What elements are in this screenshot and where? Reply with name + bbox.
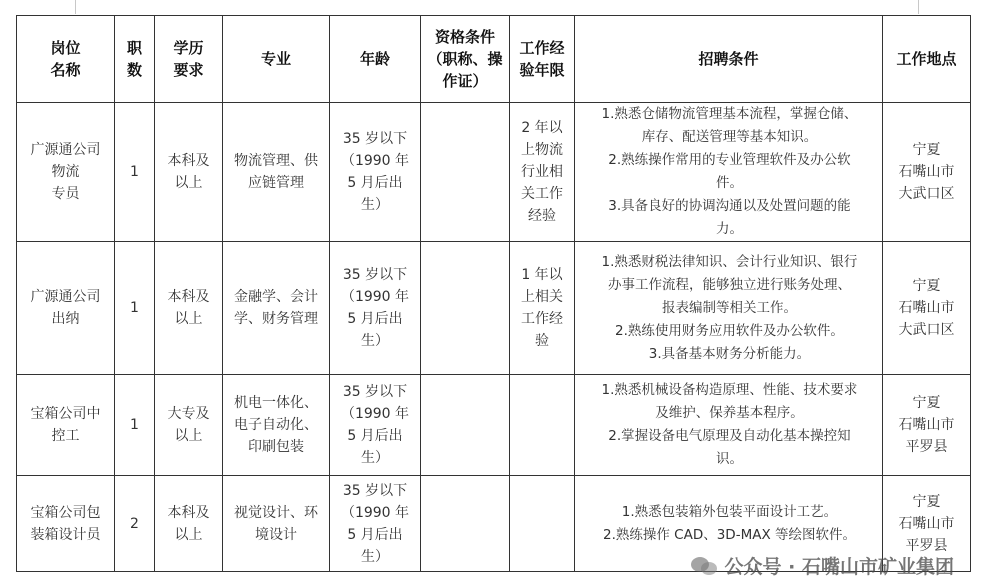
watermark bbox=[691, 552, 954, 579]
header-location: 工作地点 bbox=[883, 16, 971, 103]
table-row bbox=[17, 242, 971, 375]
header-qualification: 资格条件 （职称、操 作证） bbox=[421, 16, 510, 103]
cell-experience bbox=[510, 476, 575, 572]
cell-age: 35 岁以下 （1990 年 5 月后出 生） bbox=[330, 476, 421, 572]
page-corner-mark-left bbox=[75, 0, 76, 14]
cell-position: 宝箱公司中 控工 bbox=[17, 375, 115, 476]
cell-position: 广源通公司 出纳 bbox=[17, 242, 115, 375]
requirement-line: 库存、配送管理等基本知识。 bbox=[641, 129, 818, 145]
cell-location: 宁夏 石嘴山市 大武口区 bbox=[883, 103, 971, 242]
page-corner-mark-right bbox=[918, 0, 919, 14]
requirements-list bbox=[575, 103, 882, 241]
header-row bbox=[17, 16, 971, 103]
requirements-list bbox=[575, 379, 882, 471]
requirement-line: 2.熟练使用财务应用软件及办公软件。 bbox=[615, 322, 844, 339]
cell-experience: 2 年以 上物流 行业相 关工作 经验 bbox=[510, 103, 575, 242]
cell-position: 宝箱公司包 装箱设计员 bbox=[17, 476, 115, 572]
cell-education: 本科及 以上 bbox=[155, 103, 223, 242]
requirement-line: 3.具备基本财务分析能力。 bbox=[648, 345, 811, 362]
cell-qualification bbox=[421, 375, 510, 476]
requirement-line: 1.熟悉财税法律知识、会计行业知识、银行 bbox=[601, 253, 858, 270]
requirement-line: 力。 bbox=[716, 221, 743, 237]
cell-location: 宁夏 石嘴山市 大武口区 bbox=[883, 242, 971, 375]
requirement-line: 2.熟练操作常用的专业管理软件及办公软 bbox=[608, 152, 851, 168]
cell-location: 宁夏 石嘴山市 平罗县 bbox=[883, 375, 971, 476]
table-row bbox=[17, 103, 971, 242]
cell-experience bbox=[510, 375, 575, 476]
cell-education: 大专及 以上 bbox=[155, 375, 223, 476]
requirements-list bbox=[575, 251, 882, 366]
cell-qualification bbox=[421, 476, 510, 572]
cell-education: 本科及 以上 bbox=[155, 476, 223, 572]
cell-major: 金融学、会计 学、财务管理 bbox=[223, 242, 330, 375]
requirement-line: 2.熟练操作 CAD、3D-MAX 等绘图软件。 bbox=[602, 526, 856, 543]
requirement-line: 1.熟悉仓储物流管理基本流程，掌握仓储、 bbox=[601, 106, 858, 122]
cell-age: 35 岁以下 （1990 年 5 月后出 生） bbox=[330, 103, 421, 242]
wechat-icon bbox=[691, 555, 719, 577]
cell-major: 物流管理、供 应链管理 bbox=[223, 103, 330, 242]
requirement-line: 件。 bbox=[716, 175, 743, 191]
cell-count: 1 bbox=[115, 375, 155, 476]
header-requirements: 招聘条件 bbox=[575, 16, 883, 103]
header-position: 岗位 名称 bbox=[17, 16, 115, 103]
header-education: 学历 要求 bbox=[155, 16, 223, 103]
cell-position: 广源通公司 物流 专员 bbox=[17, 103, 115, 242]
cell-count: 1 bbox=[115, 242, 155, 375]
cell-requirements bbox=[575, 242, 883, 375]
cell-age: 35 岁以下 （1990 年 5 月后出 生） bbox=[330, 242, 421, 375]
requirement-line: 识。 bbox=[716, 451, 743, 467]
requirement-line: 及维护、保养基本程序。 bbox=[655, 405, 804, 421]
cell-requirements bbox=[575, 375, 883, 476]
header-major: 专业 bbox=[223, 16, 330, 103]
cell-count: 1 bbox=[115, 103, 155, 242]
requirements-list bbox=[575, 501, 882, 547]
requirement-line: 报表编制等相关工作。 bbox=[662, 299, 797, 316]
cell-age: 35 岁以下 （1990 年 5 月后出 生） bbox=[330, 375, 421, 476]
recruitment-table bbox=[16, 15, 971, 572]
cell-education: 本科及 以上 bbox=[155, 242, 223, 375]
cell-location: 宁夏 石嘴山市 平罗县 bbox=[883, 476, 971, 572]
table-row bbox=[17, 375, 971, 476]
requirement-line: 3.具备良好的协调沟通以及处置问题的能 bbox=[608, 198, 851, 214]
cell-qualification bbox=[421, 103, 510, 242]
requirement-line: 办事工作流程，能够独立进行账务处理、 bbox=[608, 276, 851, 293]
header-count: 职 数 bbox=[115, 16, 155, 103]
cell-major: 视觉设计、环 境设计 bbox=[223, 476, 330, 572]
cell-experience: 1 年以 上相关 工作经 验 bbox=[510, 242, 575, 375]
requirement-line: 1.熟悉包装箱外包装平面设计工艺。 bbox=[621, 503, 838, 520]
requirement-line: 1.熟悉机械设备构造原理、性能、技术要求 bbox=[601, 382, 858, 398]
cell-qualification bbox=[421, 242, 510, 375]
header-experience: 工作经 验年限 bbox=[510, 16, 575, 103]
watermark-text: 公众号 · 石嘴山市矿业集团 bbox=[724, 556, 954, 578]
header-age: 年龄 bbox=[330, 16, 421, 103]
cell-major: 机电一体化、 电子自动化、 印刷包装 bbox=[223, 375, 330, 476]
cell-count: 2 bbox=[115, 476, 155, 572]
requirement-line: 2.掌握设备电气原理及自动化基本操控知 bbox=[608, 428, 851, 444]
cell-requirements bbox=[575, 103, 883, 242]
